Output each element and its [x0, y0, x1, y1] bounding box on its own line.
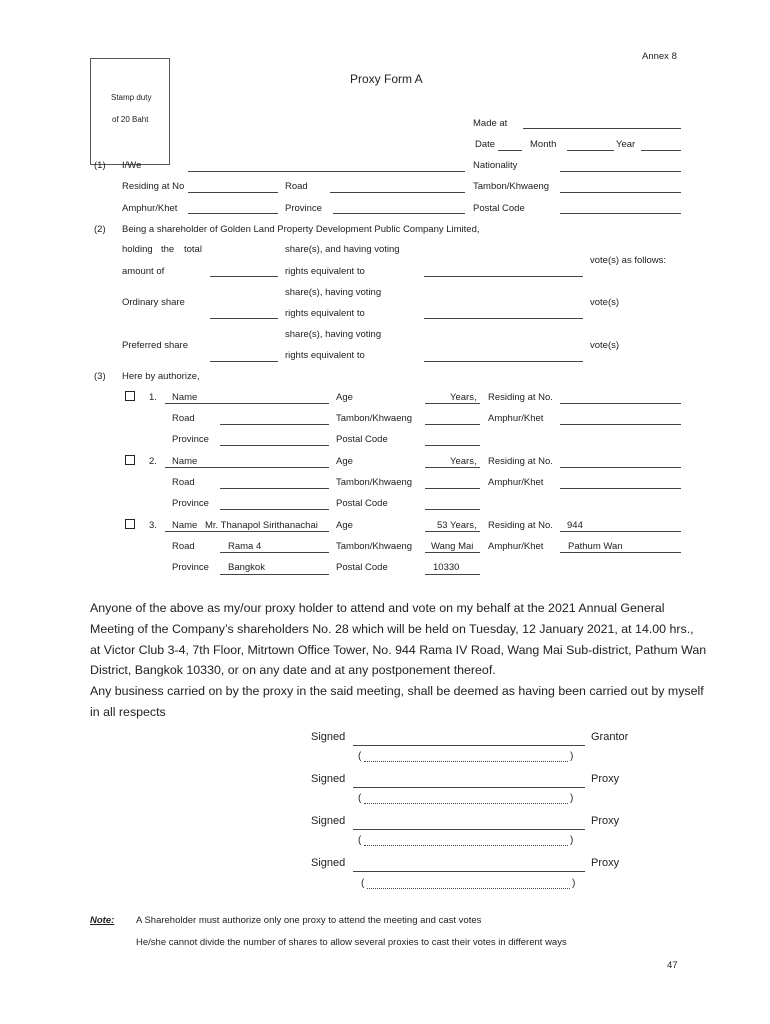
proxy-2-name-label: Name — [172, 456, 198, 467]
proxy-2-province-line[interactable] — [220, 509, 329, 510]
proxy-3-signature-line[interactable] — [353, 871, 585, 872]
proxy-2-postal-line[interactable] — [425, 509, 480, 510]
month-label: Month — [530, 139, 557, 150]
proxy-3-postal-line[interactable] — [425, 574, 480, 575]
proxy-3-residing-line[interactable] — [560, 531, 681, 532]
preferred-share-label: Preferred share — [122, 340, 189, 351]
preferred-shares-line[interactable] — [210, 361, 278, 362]
proxy-purpose-line-1: Anyone of the above as my/our proxy holder to attend and vote on my behalf at the 2021 Annual General — [90, 601, 665, 615]
tambon-label: Tambon/Khwaeng — [473, 181, 550, 192]
proxy-1-signature-line[interactable] — [353, 787, 585, 788]
note-label: Note: — [90, 915, 115, 926]
proxy-2-residing-label: Residing at No. — [488, 456, 553, 467]
total-shares-line[interactable] — [210, 276, 278, 277]
proxy-2-postal-label: Postal Code — [336, 498, 388, 509]
the-word: the — [161, 244, 175, 255]
total-word: total — [184, 244, 202, 255]
signed-label: Signed — [311, 731, 346, 743]
signed-label: Signed — [311, 773, 346, 785]
proxy-3-postal-value: 10330 — [433, 562, 460, 573]
made-at-line[interactable] — [523, 128, 681, 129]
ordinary-shares-line[interactable] — [210, 318, 278, 319]
proxy-2-tambon-line[interactable] — [425, 488, 480, 489]
proxy-1-postal-line[interactable] — [425, 445, 480, 446]
proxy-3-residing-value: 944 — [567, 520, 583, 531]
proxy-3-printed-name-line[interactable] — [367, 888, 570, 889]
proxy-2-role-label: Proxy — [591, 815, 620, 827]
proxy-2-checkbox[interactable] — [125, 455, 135, 465]
proxy-3-age-label: Age — [336, 520, 353, 531]
amphur-label: Amphur/Khet — [122, 203, 178, 214]
stamp-duty-box — [90, 58, 170, 165]
proxy-3-postal-label: Postal Code — [336, 562, 388, 573]
road-line[interactable] — [330, 192, 465, 193]
ordinary-share-voting-label: share(s), having voting — [285, 287, 382, 298]
proxy-2-age-label: Age — [336, 456, 353, 467]
section-1-number: (1) — [94, 160, 106, 171]
proxy-1-residing-line[interactable] — [560, 403, 681, 404]
note-line-2: He/she cannot divide the number of shares to allow several proxies to cast their votes in different ways — [136, 937, 567, 948]
section-2-number: (2) — [94, 224, 106, 235]
amphur-line[interactable] — [188, 213, 278, 214]
preferred-rights-label: rights equivalent to — [285, 350, 365, 361]
stamp-duty-label: Stamp duty — [111, 93, 152, 102]
section-3-number: (3) — [94, 371, 106, 382]
proxy-2-province-label: Province — [172, 498, 209, 509]
proxy-3-open-paren: ( — [361, 878, 365, 889]
proxy-3-road-value: Rama 4 — [228, 541, 262, 552]
province-label: Province — [285, 203, 322, 214]
proxy-1-tambon-line[interactable] — [425, 424, 480, 425]
ordinary-votes-line[interactable] — [424, 318, 583, 319]
votes-as-follows-label: vote(s) as follows: — [590, 255, 667, 266]
signed-label: Signed — [311, 815, 346, 827]
proxy-3-age-value: 53 — [437, 520, 448, 531]
proxy-1-amphur-line[interactable] — [560, 424, 681, 425]
proxy-1-tambon-label: Tambon/Khwaeng — [336, 413, 413, 424]
postal-code-label: Postal Code — [473, 203, 525, 214]
proxy-1-open-paren: ( — [358, 793, 362, 804]
grantor-role-label: Grantor — [591, 731, 629, 743]
proxy-2-tambon-label: Tambon/Khwaeng — [336, 477, 413, 488]
ordinary-rights-label: rights equivalent to — [285, 308, 365, 319]
proxy-3-province-line[interactable] — [220, 574, 329, 575]
preferred-votes-line[interactable] — [424, 361, 583, 362]
proxy-3-road-line[interactable] — [220, 552, 329, 553]
proxy-2-amphur-label: Amphur/Khet — [488, 477, 544, 488]
shareholder-intro: Being a shareholder of Golden Land Property Development Public Company Limited, — [122, 224, 480, 235]
proxy-1-close-paren: ) — [570, 793, 574, 804]
date-line[interactable] — [498, 150, 522, 151]
proxy-3-amphur-label: Amphur/Khet — [488, 541, 544, 552]
ordinary-share-label: Ordinary share — [122, 297, 185, 308]
proxy-1-years-label: Years, — [450, 392, 477, 403]
proxy-2-close-paren: ) — [570, 835, 574, 846]
nationality-line[interactable] — [560, 171, 681, 172]
proxy-2-road-line[interactable] — [220, 488, 329, 489]
year-label: Year — [616, 139, 636, 150]
proxy-business-line-1: Any business carried on by the proxy in the said meeting, shall be deemed as having been carried out by myself — [90, 684, 704, 699]
year-line[interactable] — [641, 150, 681, 151]
signed-label: Signed — [311, 857, 346, 869]
proxy-3-name-label: Name — [172, 520, 198, 531]
proxy-2-name-line[interactable] — [165, 467, 329, 468]
proxy-3-age-line[interactable] — [425, 531, 480, 532]
proxy-2-amphur-line[interactable] — [560, 488, 681, 489]
month-line[interactable] — [567, 150, 614, 151]
preferred-votes-label: vote(s) — [590, 340, 620, 351]
proxy-2-years-label: Years, — [450, 456, 477, 467]
page-number: 47 — [667, 960, 678, 971]
proxy-2-age-line[interactable] — [425, 467, 480, 468]
iwe-label: I/We — [122, 160, 142, 171]
total-votes-line[interactable] — [424, 276, 583, 277]
proxy-purpose-line-4: District, Bangkok 10330, or on any date and at any postponement thereof. — [90, 663, 496, 678]
road-label: Road — [285, 181, 308, 192]
proxy-1-postal-label: Postal Code — [336, 434, 388, 445]
proxy-purpose-line-3: at Victor Club 3-4, 7th Floor, Mitrtown Office Tower, No. 944 Rama IV Road, Wang Mai Sub-district, Pathum Wan — [90, 642, 707, 657]
proxy-2-printed-name-line[interactable] — [364, 845, 568, 846]
date-label: Date — [475, 139, 496, 150]
total-rights-label: rights equivalent to — [285, 266, 365, 277]
proxy-1-checkbox[interactable] — [125, 391, 135, 401]
proxy-3-tambon-label: Tambon/Khwaeng — [336, 541, 413, 552]
proxy-1-road-line[interactable] — [220, 424, 329, 425]
province-line[interactable] — [333, 213, 465, 214]
proxy-1-province-line[interactable] — [220, 445, 329, 446]
proxy-2-signature-line[interactable] — [353, 829, 585, 830]
proxy-1-province-label: Province — [172, 434, 209, 445]
proxy-3-name-value: Mr. Thanapol Sirithanachai — [205, 520, 318, 531]
amount-of-label: amount of — [122, 266, 165, 277]
proxy-3-years-label: Years, — [450, 520, 477, 531]
proxy-1-role-label: Proxy — [591, 773, 620, 785]
stamp-amount-label: of 20 Baht — [112, 115, 149, 124]
preferred-share-voting-label: share(s), having voting — [285, 329, 382, 340]
proxy-3-role-label: Proxy — [591, 857, 620, 869]
proxy-1-amphur-label: Amphur/Khet — [488, 413, 544, 424]
proxy-3-close-paren: ) — [572, 878, 576, 889]
tambon-line[interactable] — [560, 192, 681, 193]
proxy-3-road-label: Road — [172, 541, 195, 552]
proxy-3-residing-label: Residing at No. — [488, 520, 553, 531]
postal-code-line[interactable] — [560, 213, 681, 214]
proxy-2-road-label: Road — [172, 477, 195, 488]
iwe-line[interactable] — [188, 171, 465, 172]
ordinary-votes-label: vote(s) — [590, 297, 620, 308]
proxy-1-road-label: Road — [172, 413, 195, 424]
grantor-name-line[interactable] — [364, 761, 568, 762]
proxy-1-age-label: Age — [336, 392, 353, 403]
proxy-3-province-label: Province — [172, 562, 209, 573]
proxy-2-number: 2. — [149, 456, 157, 467]
proxy-3-name-line[interactable] — [165, 531, 329, 532]
proxy-1-number: 1. — [149, 392, 157, 403]
form-title: Proxy Form A — [350, 72, 423, 86]
proxy-1-name-label: Name — [172, 392, 198, 403]
authorize-label: Here by authorize, — [122, 371, 200, 382]
nationality-label: Nationality — [473, 160, 518, 171]
proxy-1-name-line[interactable] — [165, 403, 329, 404]
proxy-purpose-line-2: Meeting of the Company’s shareholders No. 28 which will be held on Tuesday, 12 January 2021, at 14.00 hrs., — [90, 621, 694, 636]
proxy-1-residing-label: Residing at No. — [488, 392, 553, 403]
grantor-name-open-paren: ( — [358, 751, 362, 762]
residing-no-line[interactable] — [188, 192, 278, 193]
proxy-purpose-paragraph — [90, 598, 707, 723]
proxy-3-number: 3. — [149, 520, 157, 531]
grantor-name-close-paren: ) — [570, 751, 574, 762]
made-at-label: Made at — [473, 118, 508, 129]
residing-no-label: Residing at No — [122, 181, 185, 192]
total-share-voting-label: share(s), and having voting — [285, 244, 400, 255]
holding-word: holding — [122, 244, 153, 255]
proxy-business-line-2: in all respects — [90, 704, 166, 719]
proxy-2-residing-line[interactable] — [560, 467, 681, 468]
proxy-3-checkbox[interactable] — [125, 519, 135, 529]
proxy-3-tambon-value: Wang Mai — [431, 541, 474, 552]
proxy-1-printed-name-line[interactable] — [364, 803, 568, 804]
annex-label: Annex 8 — [642, 51, 677, 62]
proxy-3-amphur-line[interactable] — [560, 552, 681, 553]
proxy-3-amphur-value: Pathum Wan — [568, 541, 623, 552]
note-line-1: A Shareholder must authorize only one proxy to attend the meeting and cast votes — [136, 915, 482, 926]
proxy-3-province-value: Bangkok — [228, 562, 265, 573]
grantor-signature-line[interactable] — [353, 745, 585, 746]
proxy-2-open-paren: ( — [358, 835, 362, 846]
proxy-1-age-line[interactable] — [425, 403, 480, 404]
proxy-3-tambon-line[interactable] — [425, 552, 480, 553]
